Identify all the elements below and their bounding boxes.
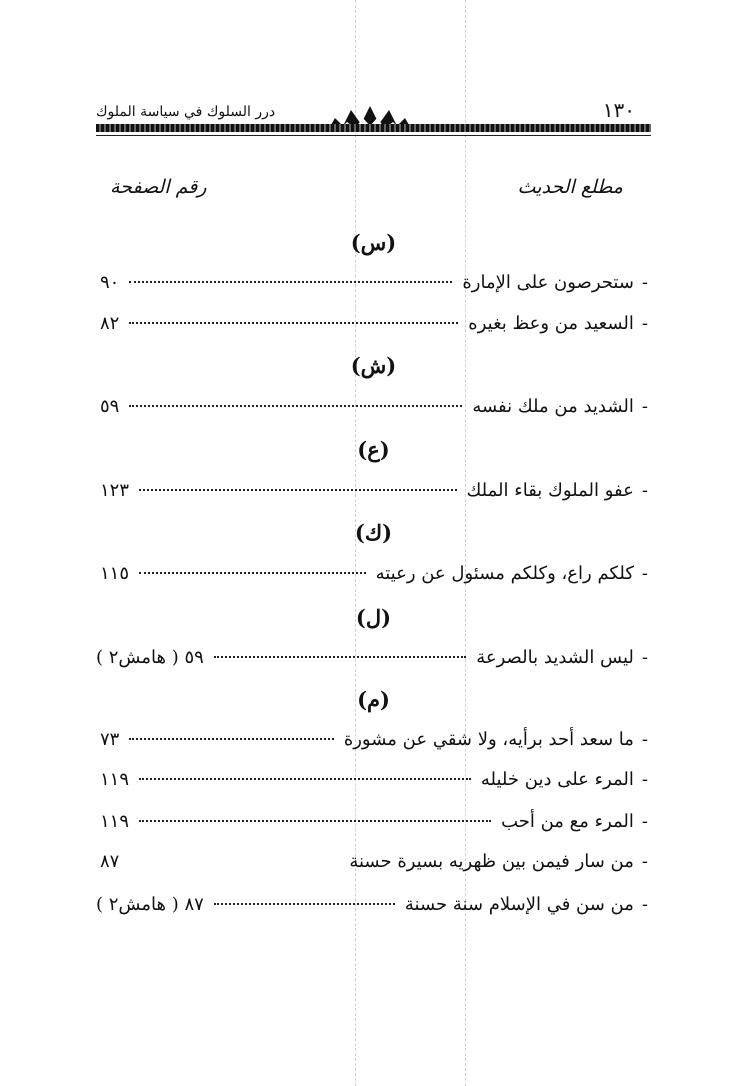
- letter-heading: (ش): [350, 353, 397, 378]
- leader-dots: [139, 489, 457, 491]
- entry-text: كلكم راع، وكلكم مسئول عن رعيته: [375, 563, 634, 584]
- leader-dots: [139, 572, 366, 574]
- entry-text: من سن في الإسلام سنة حسنة: [404, 894, 634, 915]
- entry-page: ٨٧ ( هامش٢ ): [96, 894, 204, 915]
- index-entry: [100, 396, 648, 426]
- entry-page: ١١٩: [100, 769, 130, 790]
- entry-bullet: -: [641, 396, 648, 417]
- header-rule: [96, 124, 651, 132]
- entry-page: ١١٥: [100, 563, 130, 584]
- entry-page: ١١٩: [100, 811, 130, 832]
- index-entry: [100, 851, 648, 881]
- index-entry: [100, 563, 648, 593]
- entry-page: ٥٩: [100, 396, 120, 417]
- running-header-title: درر السلوك في سياسة الملوك: [96, 104, 276, 120]
- entry-text: من سار فيمن بين ظهريه بسيرة حسنة: [349, 851, 634, 872]
- header-rule-thin: [96, 135, 651, 136]
- entry-text: المرء على دين خليله: [480, 769, 634, 790]
- index-entry: [96, 894, 648, 924]
- entry-bullet: -: [641, 894, 648, 915]
- index-entry: [100, 272, 648, 302]
- entry-bullet: -: [641, 769, 648, 790]
- entry-bullet: -: [641, 563, 648, 584]
- leader-dots: [129, 322, 458, 324]
- letter-heading: (ك): [354, 520, 393, 545]
- leader-dots: [129, 281, 452, 283]
- entry-text: ستحرصون على الإمارة: [462, 272, 634, 293]
- entry-bullet: -: [641, 313, 648, 334]
- entry-page: ٨٧: [100, 851, 120, 872]
- index-entry: [100, 769, 648, 799]
- entry-page: ٨٢: [100, 313, 120, 334]
- column-header-hadith: مطلع الحديث: [517, 176, 623, 198]
- entry-text: السعيد من وعظ بغيره: [468, 313, 634, 334]
- entry-bullet: -: [641, 480, 648, 501]
- entry-text: ما سعد أحد برأيه، ولا شقي عن مشورة: [343, 729, 634, 750]
- page-number: ١٣٠: [602, 98, 635, 122]
- entry-text: المرء مع من أحب: [501, 811, 634, 832]
- index-entry: [100, 313, 648, 343]
- index-entry: [100, 480, 648, 510]
- letter-heading: (ل): [355, 605, 392, 630]
- entry-page: ٥٩ ( هامش٢ ): [96, 647, 204, 668]
- leader-dots: [129, 738, 333, 740]
- letter-heading: (ع): [357, 437, 390, 462]
- entry-page: ١٢٣: [100, 480, 130, 501]
- entry-text: ليس الشديد بالصرعة: [476, 647, 634, 668]
- leader-dots: [139, 820, 491, 822]
- letter-heading: (م): [357, 687, 390, 712]
- index-entry: [100, 811, 648, 841]
- leader-dots: [214, 903, 395, 905]
- entry-text: الشديد من ملك نفسه: [472, 396, 634, 417]
- entry-bullet: -: [641, 272, 648, 293]
- entry-bullet: -: [641, 851, 648, 872]
- leader-dots: [139, 778, 471, 780]
- entry-bullet: -: [641, 647, 648, 668]
- column-header-page: رقم الصفحة: [110, 176, 207, 198]
- entry-bullet: -: [641, 811, 648, 832]
- entry-bullet: -: [641, 729, 648, 750]
- entry-page: ٧٣: [100, 729, 120, 750]
- leader-dots: [214, 656, 466, 658]
- index-entry: [100, 729, 648, 759]
- index-entry: [96, 647, 648, 677]
- letter-heading: (س): [350, 230, 397, 255]
- entry-text: عفو الملوك بقاء الملك: [466, 480, 634, 501]
- entry-page: ٩٠: [100, 272, 120, 293]
- leader-dots: [129, 405, 462, 407]
